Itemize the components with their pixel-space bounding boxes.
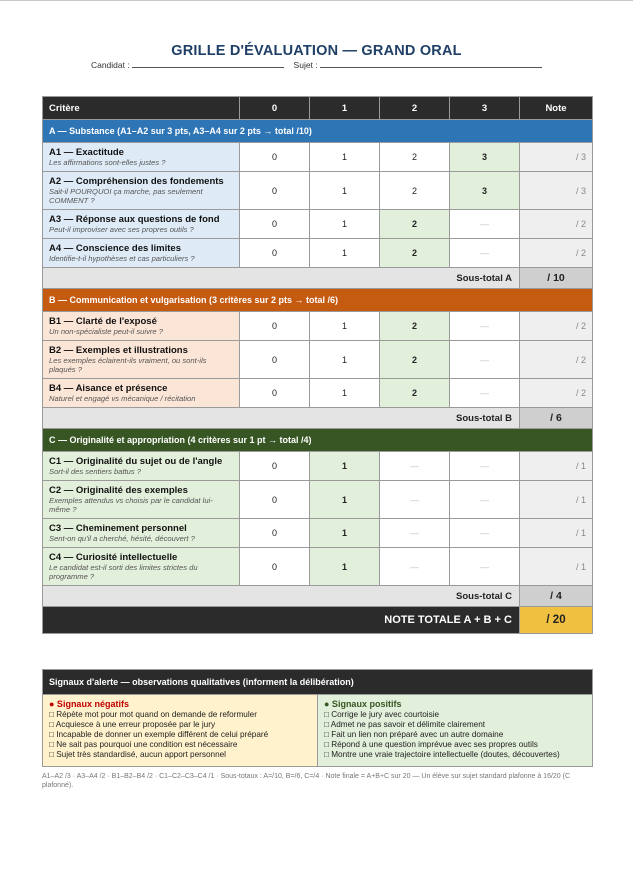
note-cell[interactable]: / 1 <box>520 481 593 519</box>
section-title: B — Communication et vulgarisation (3 critères sur 2 pts → total /6) <box>43 289 593 312</box>
criterion-name: A1 — Exactitude <box>49 147 124 158</box>
score-cell-1[interactable]: 1 <box>310 312 380 341</box>
score-cell-1[interactable]: 1 <box>310 172 380 210</box>
score-cell-1[interactable]: 1 <box>310 143 380 172</box>
criterion-name: C3 — Cheminement personnel <box>49 523 187 534</box>
section-header-a <box>43 120 593 143</box>
score-cell-3: — <box>450 379 520 408</box>
score-cell-1[interactable]: 1 <box>310 481 380 519</box>
top-rule <box>0 0 633 1</box>
section-header-b <box>43 289 593 312</box>
total-row <box>43 607 593 634</box>
subtotal-row-b <box>43 408 593 429</box>
score-cell-2[interactable]: 2 <box>380 341 450 379</box>
score-cell-0[interactable]: 0 <box>240 452 310 481</box>
score-cell-0[interactable]: 0 <box>240 379 310 408</box>
negative-signals-title: ● Signaux négatifs <box>49 699 129 709</box>
subtotal-row-a <box>43 268 593 289</box>
total-label: NOTE TOTALE A + B + C <box>43 607 520 634</box>
header-note: Note <box>520 97 593 120</box>
positive-signal-item[interactable]: □ Fait un lien non préparé avec un autre domaine <box>324 730 504 739</box>
criterion-name: C4 — Curiosité intellectuelle <box>49 552 178 563</box>
criterion-cell <box>43 379 240 408</box>
section-header-c <box>43 429 593 452</box>
score-cell-2: — <box>380 481 450 519</box>
criterion-name: C1 — Originalité du sujet ou de l'angle <box>49 456 223 467</box>
subject-field[interactable] <box>320 59 542 68</box>
score-cell-1[interactable]: 1 <box>310 452 380 481</box>
score-cell-3: — <box>450 548 520 586</box>
note-cell[interactable]: / 1 <box>520 452 593 481</box>
score-cell-3: — <box>450 210 520 239</box>
total-value[interactable]: / 20 <box>520 607 593 634</box>
criterion-description: Identifie-t-il hypothèses et cas particuliers ? <box>49 254 195 263</box>
criterion-row <box>43 172 593 210</box>
evaluation-grid <box>42 96 593 634</box>
criterion-name: C2 — Originalité des exemples <box>49 485 188 496</box>
header-score-2: 2 <box>380 97 450 120</box>
score-cell-2[interactable]: 2 <box>380 210 450 239</box>
criterion-row <box>43 452 593 481</box>
criterion-cell <box>43 481 240 519</box>
score-cell-3: — <box>450 312 520 341</box>
criterion-description: Le candidat est-il sorti des limites strictes du programme ? <box>49 563 198 581</box>
subtotal-value[interactable]: / 4 <box>520 586 593 607</box>
criterion-row <box>43 481 593 519</box>
criterion-row <box>43 548 593 586</box>
criterion-row <box>43 312 593 341</box>
criterion-cell <box>43 548 240 586</box>
criterion-description: Les exemples éclairent-ils vraiment, ou sont-ils plaqués ? <box>49 356 207 374</box>
criterion-description: Sent-on qu'il a cherché, hésité, découvert ? <box>49 534 195 543</box>
note-cell[interactable]: / 3 <box>520 172 593 210</box>
score-cell-0[interactable]: 0 <box>240 172 310 210</box>
score-cell-0[interactable]: 0 <box>240 210 310 239</box>
score-cell-1[interactable]: 1 <box>310 548 380 586</box>
score-cell-2: — <box>380 452 450 481</box>
negative-signals <box>43 695 318 767</box>
negative-signal-item[interactable]: □ Ne sait pas pourquoi une condition est nécessaire <box>49 740 238 749</box>
criterion-name: B1 — Clarté de l'exposé <box>49 316 157 327</box>
score-cell-0[interactable]: 0 <box>240 481 310 519</box>
subtotal-value[interactable]: / 10 <box>520 268 593 289</box>
criterion-description: Naturel et engagé vs mécanique / récitation <box>49 394 196 403</box>
criterion-name: B4 — Aisance et présence <box>49 383 168 394</box>
negative-signal-item[interactable]: □ Sujet très standardisé, aucun apport personnel <box>49 750 226 759</box>
subtotal-label: Sous-total A <box>43 268 520 289</box>
score-cell-0[interactable]: 0 <box>240 312 310 341</box>
criterion-cell <box>43 312 240 341</box>
footnote: A1–A2 /3 · A3–A4 /2 · B1–B2–B4 /2 · C1–C2–C3–C4 /1 · Sous-totaux : A=/10, B=/6, C=/4 · Note finale = A+B+C sur 20 — Un élève sur sujet standard plafonne à 16/20 (C plafonné). <box>42 773 571 789</box>
criterion-description: Peut-il improviser avec ses propres outils ? <box>49 225 194 234</box>
score-cell-0[interactable]: 0 <box>240 239 310 268</box>
header-criterion: Critère <box>43 97 240 120</box>
criterion-row <box>43 341 593 379</box>
alert-signals-title: Signaux d'alerte — observations qualitatives (informent la délibération) <box>43 670 593 695</box>
score-cell-1[interactable]: 1 <box>310 379 380 408</box>
criterion-name: B2 — Exemples et illustrations <box>49 345 188 356</box>
positive-signals-title: ● Signaux positifs <box>324 699 402 709</box>
subtotal-value[interactable]: / 6 <box>520 408 593 429</box>
criterion-row <box>43 379 593 408</box>
score-cell-1[interactable]: 1 <box>310 239 380 268</box>
score-cell-0[interactable]: 0 <box>240 143 310 172</box>
score-cell-3: — <box>450 239 520 268</box>
criterion-name: A4 — Conscience des limites <box>49 243 181 254</box>
candidate-label: Candidat : <box>90 60 130 70</box>
criterion-description: Un non-spécialiste peut-il suivre ? <box>49 327 163 336</box>
candidate-subject-line <box>0 59 633 70</box>
score-cell-2[interactable]: 2 <box>380 172 450 210</box>
note-cell[interactable]: / 2 <box>520 379 593 408</box>
positive-signal-item[interactable]: □ Répond à une question imprévue avec ses propres outils <box>324 740 538 749</box>
section-title: A — Substance (A1–A2 sur 3 pts, A3–A4 sur 2 pts → total /10) <box>43 120 593 143</box>
note-cell[interactable]: / 1 <box>520 519 593 548</box>
score-cell-2: — <box>380 519 450 548</box>
positive-signals <box>318 695 593 767</box>
positive-signal-item[interactable]: □ Admet ne pas savoir et délimite clairement <box>324 720 486 729</box>
criterion-cell <box>43 239 240 268</box>
criterion-cell <box>43 341 240 379</box>
criterion-description: Sort-il des sentiers battus ? <box>49 467 142 476</box>
score-cell-2[interactable]: 2 <box>380 143 450 172</box>
note-cell[interactable]: / 2 <box>520 341 593 379</box>
score-cell-1[interactable]: 1 <box>310 341 380 379</box>
subtotal-label: Sous-total B <box>43 408 520 429</box>
note-cell[interactable]: / 2 <box>520 210 593 239</box>
section-title: C — Originalité et appropriation (4 critères sur 1 pt → total /4) <box>43 429 593 452</box>
score-cell-2[interactable]: 2 <box>380 239 450 268</box>
score-cell-0[interactable]: 0 <box>240 548 310 586</box>
negative-signal-item[interactable]: □ Incapable de donner un exemple différent de celui préparé <box>49 730 269 739</box>
grid-header-row <box>43 97 593 120</box>
score-cell-1[interactable]: 1 <box>310 519 380 548</box>
alert-signals-table <box>42 669 593 767</box>
score-cell-0[interactable]: 0 <box>240 519 310 548</box>
note-cell[interactable]: / 1 <box>520 548 593 586</box>
note-cell[interactable]: / 3 <box>520 143 593 172</box>
score-cell-1[interactable]: 1 <box>310 210 380 239</box>
score-cell-2[interactable]: 2 <box>380 312 450 341</box>
page-title: GRILLE D'ÉVALUATION — GRAND ORAL <box>171 43 462 59</box>
criterion-cell <box>43 172 240 210</box>
criterion-name: A2 — Compréhension des fondements <box>49 176 224 187</box>
criterion-cell <box>43 210 240 239</box>
criterion-cell <box>43 452 240 481</box>
criterion-name: A3 — Réponse aux questions de fond <box>49 214 220 225</box>
subject-label: Sujet : <box>293 60 318 70</box>
positive-signal-item[interactable]: □ Montre une vraie trajectoire intellectuelle (doutes, découvertes) <box>324 750 560 759</box>
criterion-description: Sait-il POURQUOI ça marche, pas seulement COMMENT ? <box>49 187 203 205</box>
score-cell-0[interactable]: 0 <box>240 341 310 379</box>
note-cell[interactable]: / 2 <box>520 239 593 268</box>
criterion-row <box>43 143 593 172</box>
subtotal-row-c <box>43 586 593 607</box>
criterion-row <box>43 210 593 239</box>
note-cell[interactable]: / 2 <box>520 312 593 341</box>
header-score-1: 1 <box>310 97 380 120</box>
score-cell-3[interactable]: 3 <box>450 172 520 210</box>
score-cell-2: — <box>380 548 450 586</box>
score-cell-3: — <box>450 481 520 519</box>
score-cell-3: — <box>450 452 520 481</box>
criterion-row <box>43 239 593 268</box>
header-score-0: 0 <box>240 97 310 120</box>
criterion-description: Les affirmations sont-elles justes ? <box>49 158 166 167</box>
candidate-field[interactable] <box>132 59 284 68</box>
header-score-3: 3 <box>450 97 520 120</box>
criterion-description: Exemples attendus vs choisis par le candidat lui-même ? <box>49 496 213 514</box>
subtotal-label: Sous-total C <box>43 586 520 607</box>
score-cell-3: — <box>450 519 520 548</box>
score-cell-2[interactable]: 2 <box>380 379 450 408</box>
criterion-row <box>43 519 593 548</box>
negative-signal-item[interactable]: □ Acquiesce à une erreur proposée par le jury <box>49 720 216 729</box>
negative-signal-item[interactable]: □ Répète mot pour mot quand on demande de reformuler <box>49 710 257 719</box>
positive-signal-item[interactable]: □ Corrige le jury avec courtoisie <box>324 710 440 719</box>
score-cell-3: — <box>450 341 520 379</box>
criterion-cell <box>43 143 240 172</box>
criterion-cell <box>43 519 240 548</box>
score-cell-3[interactable]: 3 <box>450 143 520 172</box>
